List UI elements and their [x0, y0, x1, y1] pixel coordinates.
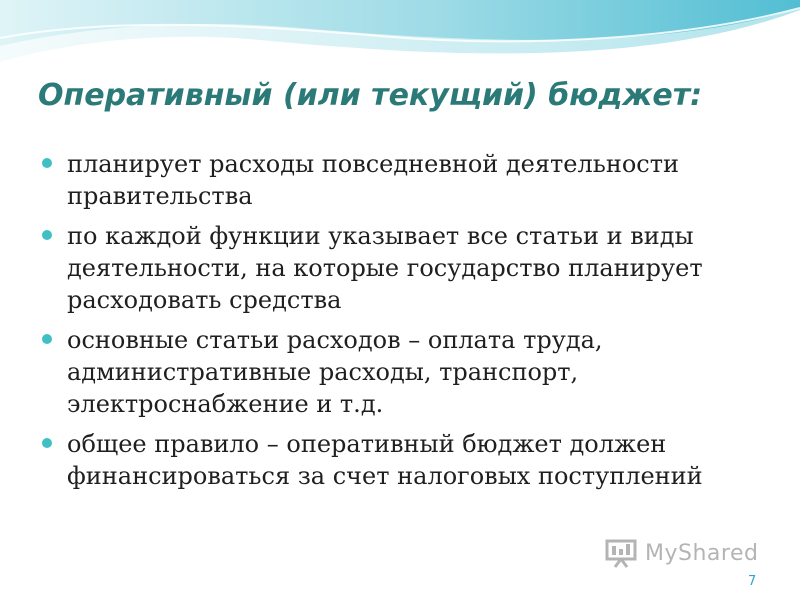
slide-title: Оперативный (или текущий) бюджет: [38, 78, 703, 113]
bullet-list [40, 148, 740, 500]
bullet-dot-icon [42, 230, 52, 240]
header-wave-banner [0, 0, 800, 80]
bullet-text: основные статьи расходов – оплата труда, административные расходы, транспорт, электроснабжение и т.д. [67, 326, 603, 418]
page-number: 7 [748, 574, 757, 589]
bullet-text: планирует расходы повседневной деятельности правительства [67, 150, 679, 210]
bullet-dot-icon [42, 334, 52, 344]
watermark-text: MyShared [645, 540, 759, 566]
bullet-dot-icon [42, 158, 52, 168]
bullet-text: общее правило – оперативный бюджет должен финансироваться за счет налоговых поступлений [67, 430, 703, 490]
bullet-item [40, 428, 740, 492]
bullet-text: по каждой функции указывает все статьи и виды деятельности, на которые государство планирует расходовать средства [67, 222, 703, 314]
bullet-item [40, 148, 740, 212]
bullet-item [40, 324, 740, 420]
watermark-logo [605, 533, 758, 573]
bullet-dot-icon [42, 438, 52, 448]
presentation-board-icon [605, 538, 639, 568]
bullet-item [40, 220, 740, 316]
